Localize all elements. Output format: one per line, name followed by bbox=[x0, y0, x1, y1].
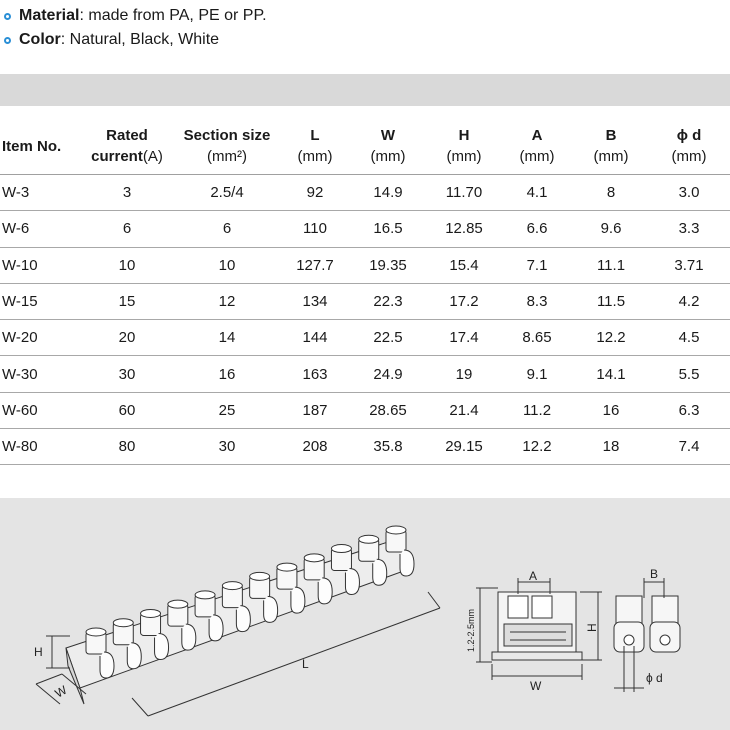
label-A: A bbox=[529, 569, 538, 583]
header-line2: current bbox=[91, 148, 143, 165]
column-header bbox=[348, 118, 428, 175]
label-phid: ϕ d bbox=[646, 671, 663, 685]
table-cell: 5.5 bbox=[648, 356, 730, 392]
table-cell: 19.35 bbox=[348, 247, 428, 283]
table-cell: 4.2 bbox=[648, 283, 730, 319]
bullet-icon bbox=[4, 37, 11, 44]
header-line1: Rated bbox=[106, 127, 148, 144]
front-view-drawing bbox=[492, 592, 582, 660]
table-cell: 7.4 bbox=[648, 429, 730, 465]
table-row bbox=[0, 429, 730, 465]
table-cell: 16 bbox=[574, 392, 648, 428]
header-unit: (mm) bbox=[446, 148, 482, 165]
table-cell: 11.1 bbox=[574, 247, 648, 283]
label-W-front: W bbox=[530, 679, 542, 693]
feature-material bbox=[4, 4, 267, 28]
table-cell: W-30 bbox=[0, 356, 82, 392]
table-header-row bbox=[0, 118, 730, 175]
diagram-panel bbox=[0, 498, 730, 730]
table-cell: 110 bbox=[282, 211, 348, 247]
table-cell: 92 bbox=[282, 175, 348, 211]
table-cell: 7.1 bbox=[500, 247, 574, 283]
table-cell: 127.7 bbox=[282, 247, 348, 283]
column-header bbox=[82, 118, 172, 175]
table-cell: 4.5 bbox=[648, 320, 730, 356]
table-cell: 11.2 bbox=[500, 392, 574, 428]
table-cell: 2.5/4 bbox=[172, 175, 282, 211]
header-line1: ϕ d bbox=[676, 127, 702, 144]
table-cell: 14.9 bbox=[348, 175, 428, 211]
feature-text: : Natural, Black, White bbox=[60, 31, 220, 48]
table-cell: 6 bbox=[82, 211, 172, 247]
column-header bbox=[282, 118, 348, 175]
header-unit: (A) bbox=[142, 148, 163, 165]
header-unit: (mm²) bbox=[207, 148, 247, 165]
table-row bbox=[0, 320, 730, 356]
label-W: W bbox=[52, 682, 70, 701]
table-row bbox=[0, 175, 730, 211]
table-cell: 15.4 bbox=[428, 247, 500, 283]
table-cell: 12 bbox=[172, 283, 282, 319]
header-line1: W bbox=[380, 127, 396, 144]
table-cell: 14 bbox=[172, 320, 282, 356]
table-cell: 3.71 bbox=[648, 247, 730, 283]
header-line1: H bbox=[458, 127, 470, 144]
header-unit: (mm) bbox=[297, 148, 333, 165]
side-view-drawing bbox=[614, 596, 680, 652]
feature-color bbox=[4, 28, 267, 52]
column-header bbox=[0, 118, 82, 175]
header-line1: A bbox=[531, 127, 543, 144]
table-row bbox=[0, 356, 730, 392]
table-cell: 208 bbox=[282, 429, 348, 465]
table-cell: 60 bbox=[82, 392, 172, 428]
label-H: H bbox=[34, 645, 43, 659]
table-row bbox=[0, 283, 730, 319]
spec-table bbox=[0, 118, 730, 465]
table-cell: 3.3 bbox=[648, 211, 730, 247]
label-range: 1.2-2.5mm bbox=[466, 608, 476, 652]
table-cell: 18 bbox=[574, 429, 648, 465]
column-header bbox=[428, 118, 500, 175]
table-cell: 30 bbox=[172, 429, 282, 465]
column-header bbox=[172, 118, 282, 175]
table-cell: 10 bbox=[172, 247, 282, 283]
table-cell: 30 bbox=[82, 356, 172, 392]
table-cell: 16 bbox=[172, 356, 282, 392]
table-cell: W-80 bbox=[0, 429, 82, 465]
table-cell: 8.65 bbox=[500, 320, 574, 356]
header-line1: Item No. bbox=[2, 137, 62, 155]
table-row bbox=[0, 247, 730, 283]
table-cell: 22.5 bbox=[348, 320, 428, 356]
label-B: B bbox=[650, 567, 659, 581]
label-L: L bbox=[302, 657, 309, 671]
header-unit: (mm) bbox=[519, 148, 555, 165]
table-cell: 6.3 bbox=[648, 392, 730, 428]
table-row bbox=[0, 392, 730, 428]
label-H-front: H bbox=[585, 623, 599, 632]
table-cell: 3 bbox=[82, 175, 172, 211]
section-divider-band bbox=[0, 74, 730, 106]
table-cell: 29.15 bbox=[428, 429, 500, 465]
table-cell: 8.3 bbox=[500, 283, 574, 319]
feature-text: : made from PA, PE or PP. bbox=[79, 7, 267, 24]
table-cell: 21.4 bbox=[428, 392, 500, 428]
table-cell: 3.0 bbox=[648, 175, 730, 211]
table-row bbox=[0, 211, 730, 247]
table-cell: 12.2 bbox=[574, 320, 648, 356]
table-cell: 35.8 bbox=[348, 429, 428, 465]
table-cell: 163 bbox=[282, 356, 348, 392]
table-cell: 6 bbox=[172, 211, 282, 247]
table-cell: W-3 bbox=[0, 175, 82, 211]
header-line1: Section size bbox=[183, 127, 271, 144]
table-cell: 4.1 bbox=[500, 175, 574, 211]
table-cell: 16.5 bbox=[348, 211, 428, 247]
table-cell: 11.70 bbox=[428, 175, 500, 211]
table-cell: 12.2 bbox=[500, 429, 574, 465]
header-unit: (mm) bbox=[671, 148, 707, 165]
table-cell: 11.5 bbox=[574, 283, 648, 319]
feature-list bbox=[4, 4, 267, 52]
table-cell: 8 bbox=[574, 175, 648, 211]
table-cell: 25 bbox=[172, 392, 282, 428]
bullet-icon bbox=[4, 13, 11, 20]
header-unit: (mm) bbox=[593, 148, 629, 165]
table-cell: 9.1 bbox=[500, 356, 574, 392]
table-cell: 20 bbox=[82, 320, 172, 356]
table-cell: 187 bbox=[282, 392, 348, 428]
feature-label: Color bbox=[19, 31, 61, 48]
table-cell: 22.3 bbox=[348, 283, 428, 319]
table-cell: 28.65 bbox=[348, 392, 428, 428]
table-cell: W-60 bbox=[0, 392, 82, 428]
table-cell: W-10 bbox=[0, 247, 82, 283]
column-header bbox=[648, 118, 730, 175]
table-cell: 17.2 bbox=[428, 283, 500, 319]
header-line1: L bbox=[310, 127, 320, 144]
table-cell: 17.4 bbox=[428, 320, 500, 356]
table-cell: W-6 bbox=[0, 211, 82, 247]
table-cell: 80 bbox=[82, 429, 172, 465]
table-cell: 24.9 bbox=[348, 356, 428, 392]
table-body bbox=[0, 175, 730, 465]
table-cell: 12.85 bbox=[428, 211, 500, 247]
terminal-strip-illustration bbox=[66, 526, 414, 704]
table-cell: 10 bbox=[82, 247, 172, 283]
terminal-block-drawing bbox=[0, 498, 730, 730]
table-cell: W-20 bbox=[0, 320, 82, 356]
table-cell: 9.6 bbox=[574, 211, 648, 247]
table-cell: 14.1 bbox=[574, 356, 648, 392]
column-header bbox=[574, 118, 648, 175]
feature-label: Material bbox=[19, 7, 80, 24]
column-header bbox=[500, 118, 574, 175]
table-cell: 144 bbox=[282, 320, 348, 356]
header-unit: (mm) bbox=[370, 148, 406, 165]
header-line1: B bbox=[605, 127, 617, 144]
table-cell: 134 bbox=[282, 283, 348, 319]
table-cell: 6.6 bbox=[500, 211, 574, 247]
table-cell: 19 bbox=[428, 356, 500, 392]
table-cell: W-15 bbox=[0, 283, 82, 319]
table-cell: 15 bbox=[82, 283, 172, 319]
